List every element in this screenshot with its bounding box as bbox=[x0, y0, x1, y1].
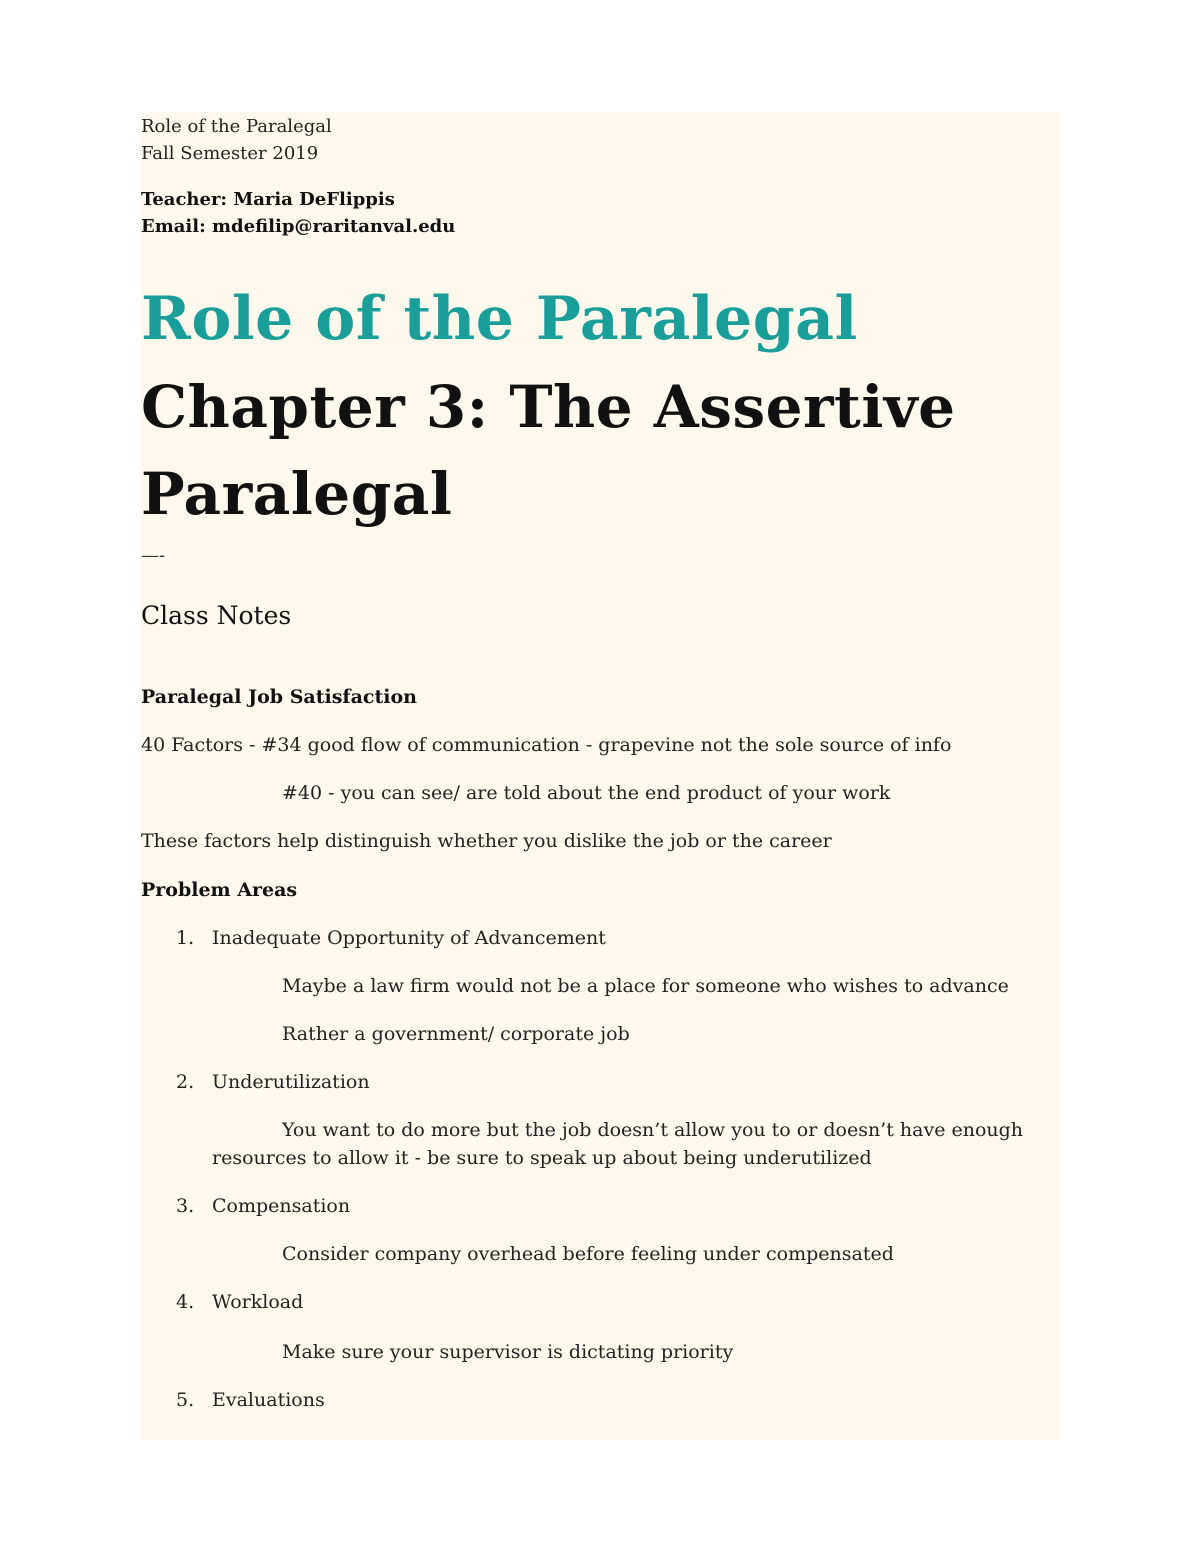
document-title: Role of the Paralegal bbox=[141, 284, 858, 354]
chapter-title-line-2: Paralegal bbox=[141, 460, 453, 528]
list-item-note: Make sure your supervisor is dictating priority bbox=[282, 1341, 734, 1363]
list-item-label: Evaluations bbox=[212, 1389, 325, 1411]
problem-areas-heading: Problem Areas bbox=[141, 879, 298, 901]
job-satisfaction-heading: Paralegal Job Satisfaction bbox=[141, 686, 417, 708]
job-satisfaction-line-2: #40 - you can see/ are told about the end product of your work bbox=[282, 782, 891, 804]
list-item-note: Rather a government/ corporate job bbox=[282, 1023, 630, 1045]
list-item-note: You want to do more but the job doesn’t allow you to or doesn’t have enough bbox=[282, 1119, 1024, 1141]
list-item-note: resources to allow it - be sure to speak up about being underutilized bbox=[212, 1147, 872, 1169]
job-satisfaction-line-3: These factors help distinguish whether you dislike the job or the career bbox=[141, 830, 832, 852]
course-name: Role of the Paralegal bbox=[141, 116, 332, 137]
teacher-line: Teacher: Maria DeFlippis bbox=[141, 189, 395, 210]
list-item-note: Consider company overhead before feeling under compensated bbox=[282, 1243, 894, 1265]
title-divider: —- bbox=[141, 545, 166, 566]
chapter-title-line-1: Chapter 3: The Assertive bbox=[141, 373, 956, 441]
list-item-label: Underutilization bbox=[212, 1071, 370, 1093]
list-item-number: 3. bbox=[176, 1195, 195, 1217]
list-item-number: 4. bbox=[176, 1291, 195, 1313]
list-item-number: 1. bbox=[176, 927, 195, 949]
list-item-note: Maybe a law firm would not be a place for someone who wishes to advance bbox=[282, 975, 1009, 997]
list-item-number: 5. bbox=[176, 1389, 195, 1411]
list-item-label: Compensation bbox=[212, 1195, 351, 1217]
job-satisfaction-line-1: 40 Factors - #34 good flow of communication - grapevine not the sole source of info bbox=[141, 734, 952, 756]
semester: Fall Semester 2019 bbox=[141, 143, 319, 164]
list-item-label: Workload bbox=[212, 1291, 304, 1313]
email-line: Email: mdefilip@raritanval.edu bbox=[141, 216, 456, 237]
list-item-label: Inadequate Opportunity of Advancement bbox=[212, 927, 606, 949]
list-item-number: 2. bbox=[176, 1071, 195, 1093]
section-title: Class Notes bbox=[141, 601, 292, 630]
